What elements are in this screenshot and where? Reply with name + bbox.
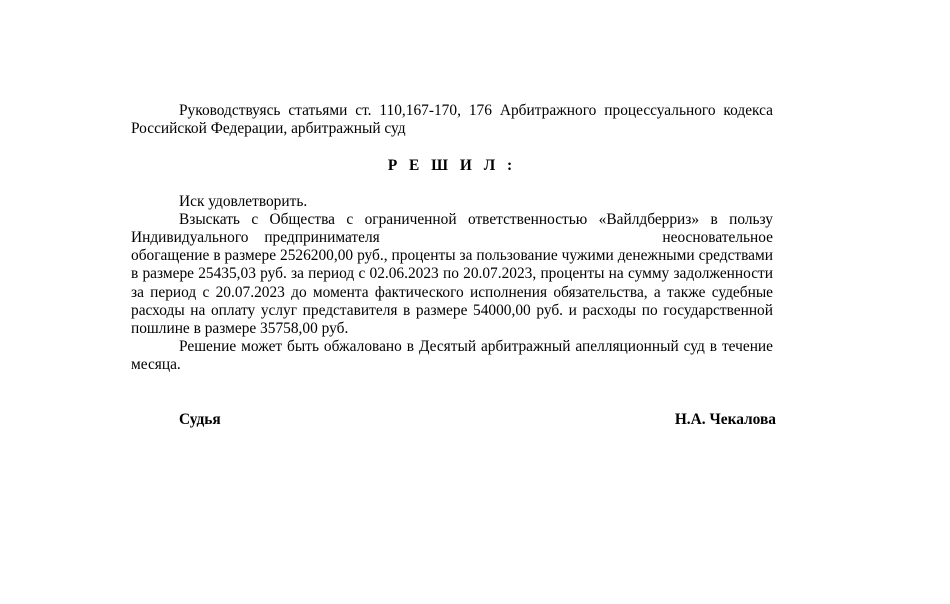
intro-paragraph: Руководствуясь статьями ст. 110,167-170, 176 Арбитражного процессуального кодекса Российской Федерации, арбитражный суд [131,102,773,138]
judge-name: Н.А. Чекалова [674,410,776,428]
ruling-paragraph-2-line-2 [131,229,773,247]
decision-heading: Р Е Ш И Л : [387,157,517,175]
ruling-paragraph-2-line-1: Взыскать с Общества с ограниченной ответственностью «Вайлдберриз» в пользу [179,210,773,228]
document-page [131,102,776,431]
signature-block [131,410,776,431]
unjust-enrichment-label: неосновательное [662,229,773,247]
judge-title: Судья [179,410,221,428]
ruling-paragraph-1: Иск удовлетворить. [179,192,308,210]
entrepreneur-label: Индивидуального предпринимателя [131,229,380,247]
ruling-paragraph-2-body: обогащение в размере 2526200,00 руб., проценты за пользование чужими денежными средствами в размере 25435,03 руб. за период с 02.06.2023 по 20.07.2023, проценты на сумму задолженности за период с 20.07.2023 до момента фактического исполнения обязательства, а также судебные расходы на оплату услуг представителя в размере 54000,00 руб. и расходы по государственной пошлине в размере 35758,00 руб. [131,247,773,338]
appeal-paragraph: Решение может быть обжаловано в Десятый арбитражный апелляционный суд в течение месяца. [131,338,773,374]
ruling-paragraph-2 [131,211,773,338]
